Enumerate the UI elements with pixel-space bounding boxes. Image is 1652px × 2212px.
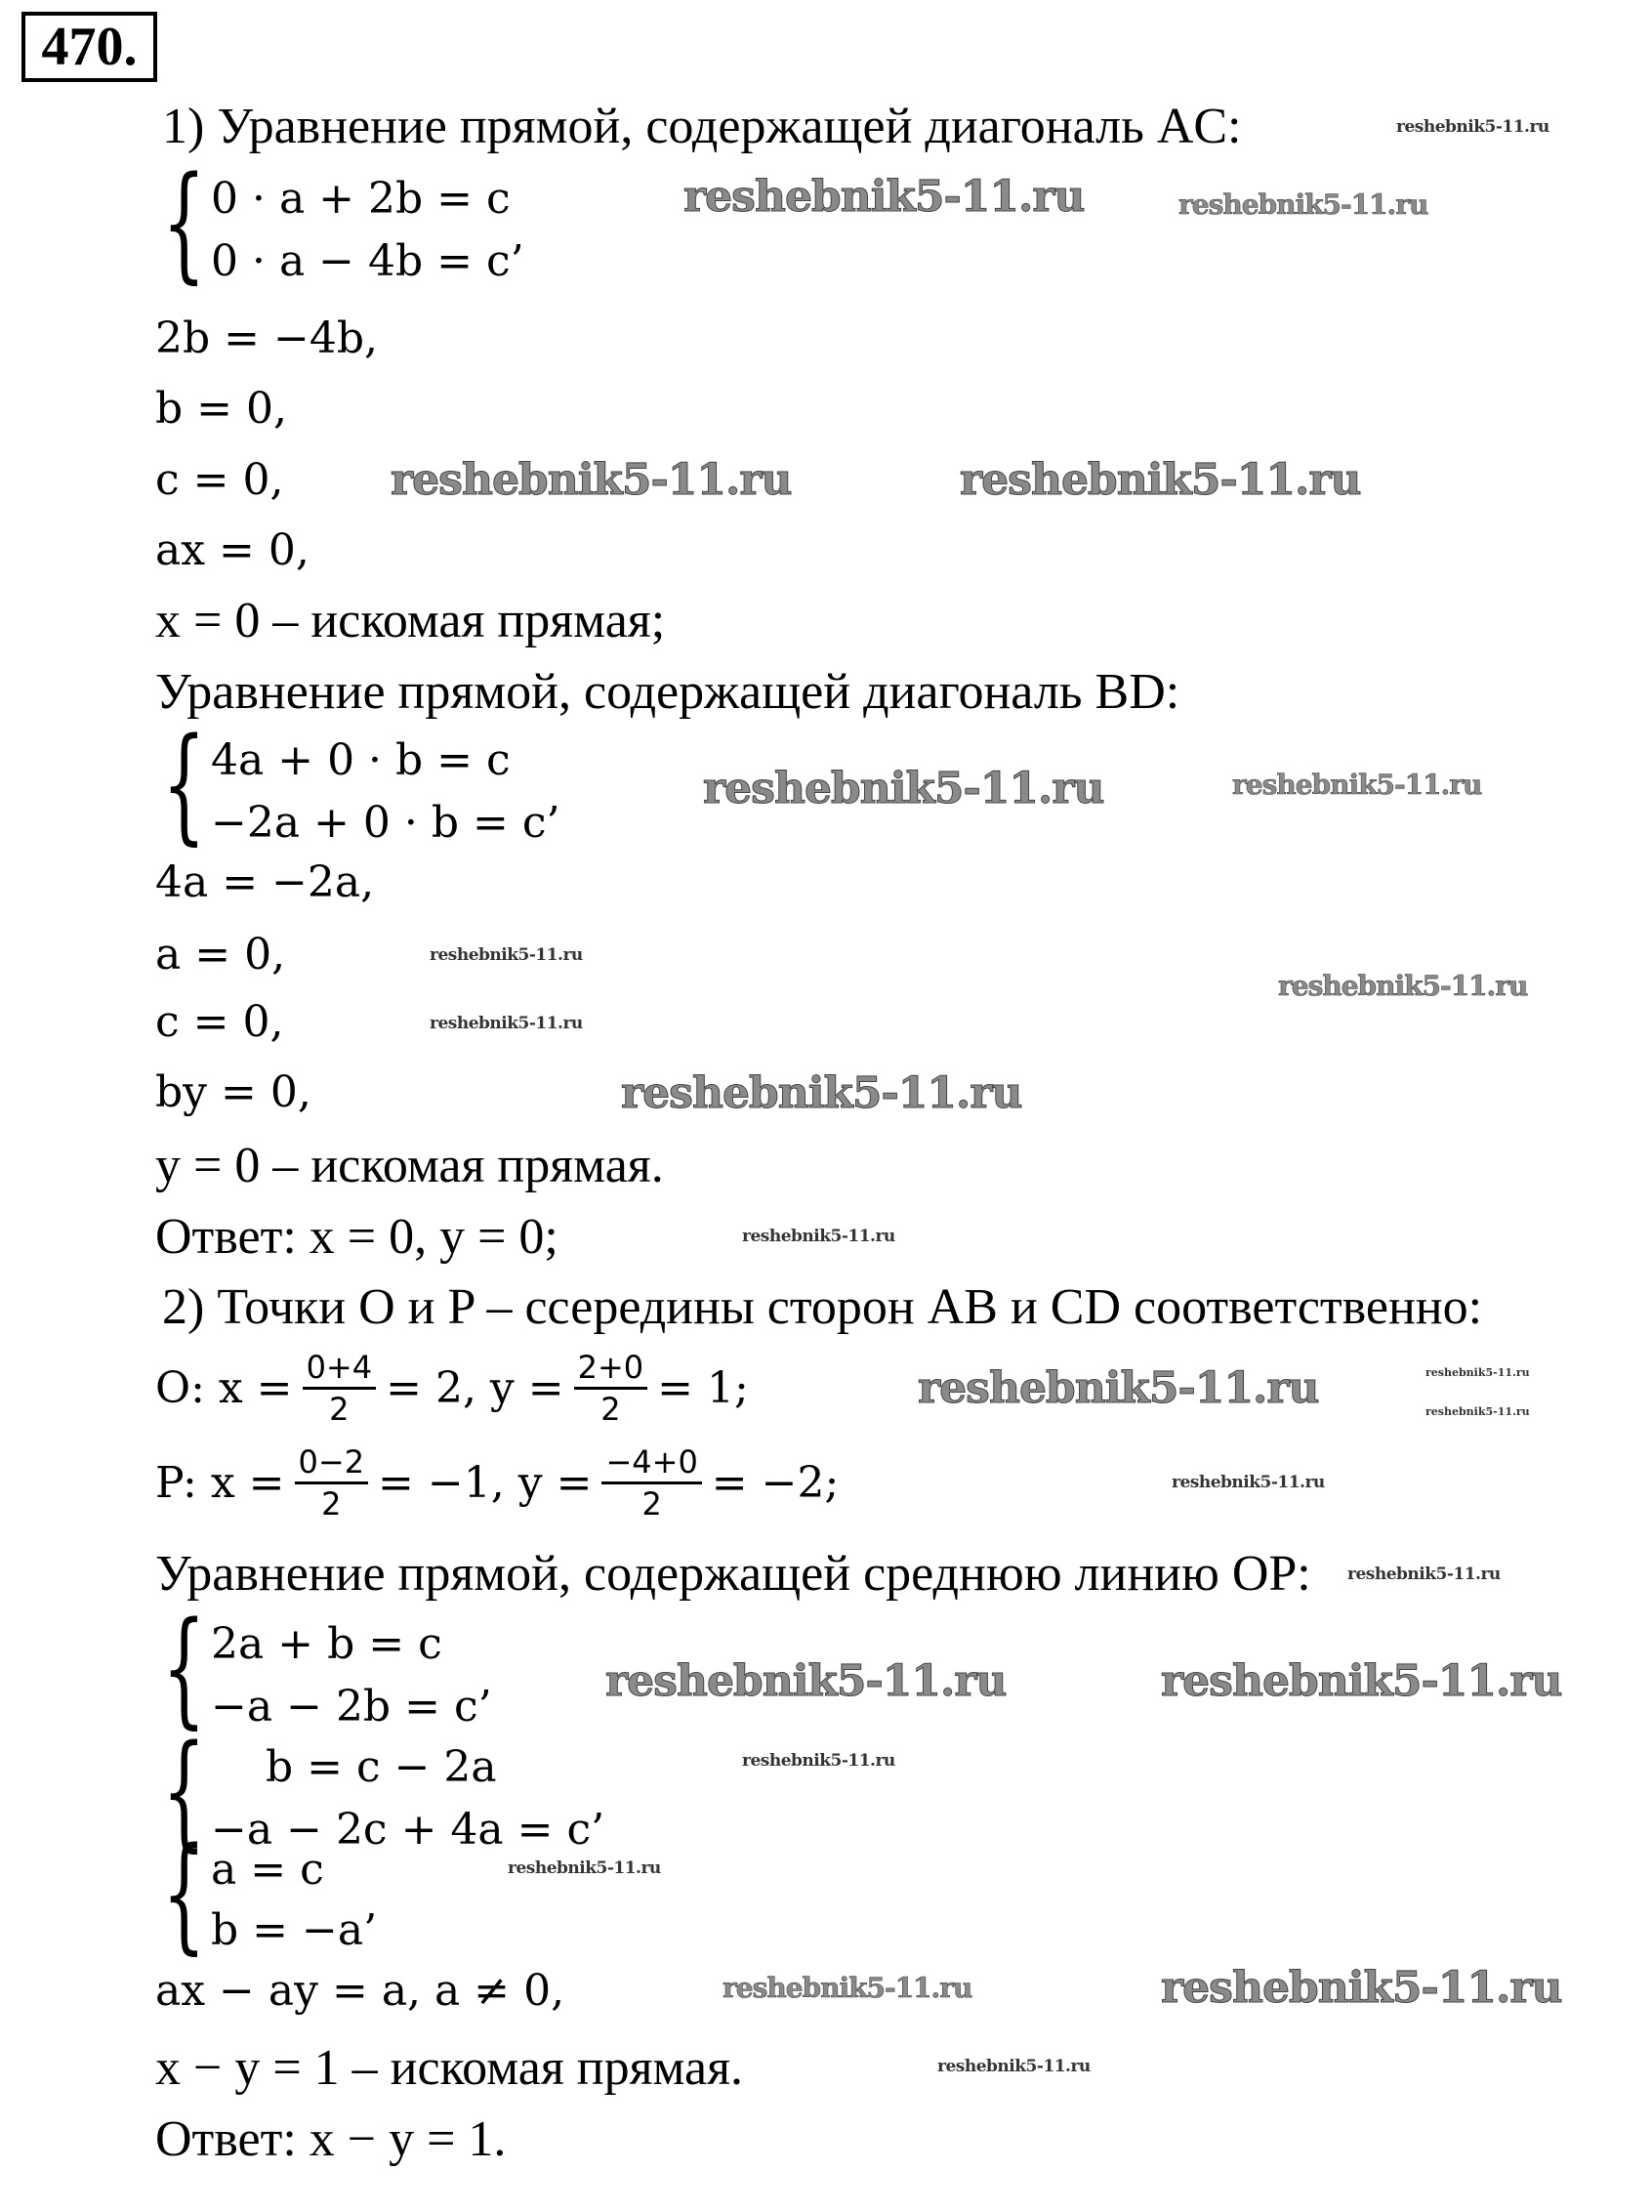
numerator: 2+0 bbox=[574, 1348, 648, 1390]
denominator: 2 bbox=[641, 1484, 662, 1523]
fraction bbox=[303, 1348, 377, 1429]
equation: 4a + 0 · b = c bbox=[211, 735, 511, 785]
watermark: reshebnik5-11.ru bbox=[703, 764, 1104, 814]
watermark: reshebnik5-11.ru bbox=[1347, 1565, 1501, 1584]
expr: = 1; bbox=[657, 1362, 749, 1413]
watermark: reshebnik5-11.ru bbox=[723, 1972, 972, 2004]
equation: b = −a’ bbox=[211, 1905, 378, 1955]
step: 4a = −2a, bbox=[155, 857, 375, 907]
watermark: reshebnik5-11.ru bbox=[960, 455, 1361, 505]
brace-icon: { bbox=[162, 1821, 206, 1967]
heading-diagonal-bd: Уравнение прямой, содержащей диагональ BD: bbox=[155, 664, 1180, 720]
step: c = 0, bbox=[155, 455, 284, 505]
equation: 0 · a + 2b = c bbox=[211, 174, 511, 224]
denominator: 2 bbox=[329, 1390, 350, 1428]
brace-icon: { bbox=[162, 1596, 206, 1741]
equation: 2a + b = c bbox=[211, 1619, 442, 1669]
numerator: −4+0 bbox=[601, 1442, 701, 1484]
point-o-coordinates bbox=[155, 1334, 749, 1441]
step: y = 0 – искомая прямая. bbox=[155, 1138, 664, 1193]
watermark: reshebnik5-11.ru bbox=[430, 1014, 583, 1033]
expr: O: x = bbox=[155, 1362, 293, 1413]
equation: −a − 2b = c’ bbox=[211, 1682, 492, 1732]
fraction bbox=[601, 1442, 701, 1523]
step: a = 0, bbox=[155, 930, 286, 980]
watermark: reshebnik5-11.ru bbox=[621, 1068, 1022, 1118]
watermark: reshebnik5-11.ru bbox=[1425, 1405, 1530, 1418]
fraction bbox=[574, 1348, 648, 1429]
expr: = 2, y = bbox=[386, 1362, 564, 1413]
watermark: reshebnik5-11.ru bbox=[1178, 188, 1428, 221]
brace-icon: { bbox=[162, 712, 206, 857]
denominator: 2 bbox=[600, 1390, 621, 1428]
watermark: reshebnik5-11.ru bbox=[508, 1858, 661, 1878]
watermark: reshebnik5-11.ru bbox=[683, 172, 1085, 222]
point-p-coordinates bbox=[155, 1429, 839, 1536]
step: 2b = −4b, bbox=[155, 313, 379, 363]
expr: P: x = bbox=[155, 1457, 285, 1508]
problem-number: 470. bbox=[21, 12, 157, 82]
watermark: reshebnik5-11.ru bbox=[1161, 1656, 1562, 1706]
step: c = 0, bbox=[155, 997, 284, 1047]
brace-icon: { bbox=[162, 1719, 206, 1864]
step: ax − ay = a, a ≠ 0, bbox=[155, 1966, 565, 2016]
watermark: reshebnik5-11.ru bbox=[742, 1751, 895, 1771]
answer-1: Ответ: x = 0, y = 0; bbox=[155, 1209, 558, 1265]
step: by = 0, bbox=[155, 1067, 311, 1117]
heading-diagonal-ac: 1) Уравнение прямой, содержащей диагональ AC: bbox=[162, 99, 1242, 154]
watermark: reshebnik5-11.ru bbox=[605, 1656, 1007, 1706]
watermark: reshebnik5-11.ru bbox=[918, 1363, 1319, 1413]
watermark: reshebnik5-11.ru bbox=[391, 455, 792, 505]
watermark: reshebnik5-11.ru bbox=[1172, 1473, 1325, 1492]
numerator: 0+4 bbox=[303, 1348, 377, 1390]
step: b = 0, bbox=[155, 384, 287, 434]
answer-2: Ответ: x − y = 1. bbox=[155, 2111, 507, 2167]
denominator: 2 bbox=[321, 1484, 342, 1523]
watermark: reshebnik5-11.ru bbox=[1278, 970, 1528, 1002]
watermark: reshebnik5-11.ru bbox=[1396, 117, 1549, 137]
watermark: reshebnik5-11.ru bbox=[937, 2057, 1091, 2076]
heading-midpoints: 2) Точки O и P – ссередины сторон AB и CD соответственно: bbox=[162, 1279, 1483, 1335]
expr: = −1, y = bbox=[378, 1457, 593, 1508]
equation: 0 · a − 4b = c’ bbox=[211, 236, 524, 286]
watermark: reshebnik5-11.ru bbox=[430, 945, 583, 965]
equation: −a − 2c + 4a = c’ bbox=[211, 1805, 605, 1855]
watermark: reshebnik5-11.ru bbox=[1425, 1366, 1530, 1379]
equation: b = c − 2a bbox=[211, 1742, 497, 1792]
heading-midline-op: Уравнение прямой, содержащей среднюю линию OP: bbox=[155, 1546, 1311, 1602]
step: x − y = 1 – искомая прямая. bbox=[155, 2040, 744, 2096]
equation: −2a + 0 · b = c’ bbox=[211, 798, 560, 848]
numerator: 0−2 bbox=[295, 1442, 369, 1484]
watermark: reshebnik5-11.ru bbox=[1161, 1963, 1562, 2013]
brace-icon: { bbox=[162, 150, 206, 296]
watermark: reshebnik5-11.ru bbox=[742, 1227, 895, 1246]
step: ax = 0, bbox=[155, 525, 310, 575]
watermark: reshebnik5-11.ru bbox=[1232, 769, 1482, 801]
step: x = 0 – искомая прямая; bbox=[155, 593, 666, 648]
equation: a = c bbox=[211, 1845, 324, 1895]
expr: = −2; bbox=[711, 1457, 840, 1508]
fraction bbox=[295, 1442, 369, 1523]
